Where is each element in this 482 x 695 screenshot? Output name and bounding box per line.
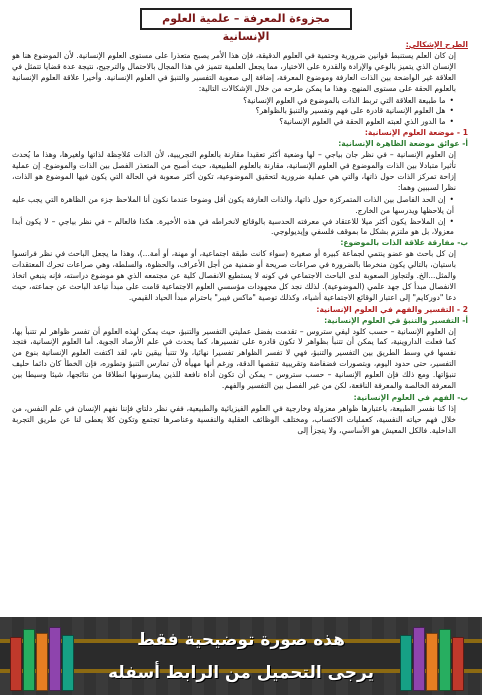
- section2b-heading: ب- الفهم في العلوم الإنسانية:: [353, 393, 468, 402]
- question-item: • ما الدور الذي لعبته العلوم الحقة في العلوم الإنسانية؟: [12, 117, 454, 128]
- watermark-banner: [0, 617, 482, 695]
- section1a-paragraph: إن العلوم الإنسانية – في نظر جان بياجي – لها وضعية أكثر تعقيدا مقارنة بالعلوم التجريبية، لأن الذات مُلاحِظة لذاتها ولغيرها، وهذا ما يُحدث تأثيرا متبادلا بين الذات والموضوع في العلوم الإنسانية، مقارنة بالعلوم الطبيعية، حيث أصبح من المتعذر الفصل بين الذات والموضوع. إن عملية إزاحة تمركز الذات حول ذاتها، والتي هي عملية ضرورية لتحقيق الموضوعية، تكون أكثر صعوبة في الحالة التي يكون فيها الموضوع هو الذات، نظرا لسببين وهما:: [12, 150, 456, 192]
- section1a-heading: أ- عوائق موضعة الظاهرة الإنسانية:: [338, 139, 468, 149]
- books-icon: [400, 623, 472, 691]
- point-item: • إن الملاحظ يكون أكثر ميلا للاعتقاد في معرفته الحدسية بالوقائع لانخراطه في هذه الأخيرة. هكذا فالعالم – في نظر بياجي – لا يكون أبدا معزولا، بل هو ملتزم بشكل ما بموقف فلسفي وإيديولوجي.: [12, 217, 454, 239]
- question-item: • هل العلوم الإنسانية قادرة على فهم وتفسير والتنبؤ بالظواهر؟: [12, 106, 454, 117]
- section2a-paragraph: إن العلوم الإنسانية – حسب كلود ليفي ستروس – تقدمت بفضل عمليتي التفسير والتنبؤ، حيث يمكن لهذه العلوم أن تفسر ظواهر لم تتنبأ بها، كما فعلت الداروينية، كما يمكن أن تتنبأ بظواهر لا تكون قادرة على تفسيرها، كما يحدث في علم الأرصاد الجوية. أما العلوم الإنسانية، فتجد نفسها في وسط الطريق بين التفسير والتنبؤ، فهي لا تفسر الظواهر تفسيرا نهائيا، ولا تتنبأ بيقين تام، لقد اكتفت العلوم الإنسانية بنوع من التفسير، حتى حدود اليوم، وبتصورات فضفاضة وتقريبية تنقصها الدقة، ورغم أنها مهيأة لأن تمارس التنبؤ وتطوره، فإن الخطأ كان دائما حليف تنبؤاتها. ومع ذلك فإن العلوم الإنسانية – حسب ستروس – يمكن أن تكون أداة نافعة للذين يمارسونها انطلاقا من نتائجها، شيئا وسيطا بين المعرفة الخالصة والمعرفة النافعة، لكن من غير الفصل بين التفسير والفهم.: [12, 326, 456, 391]
- section2-heading: 2 - التفسير والفهم في العلوم الإنسانية:: [316, 304, 468, 314]
- section1b-paragraph: إن كل باحث هو عضو ينتمي لجماعة كبيرة أو صغيرة (سواء كانت طبقة اجتماعية، أو مهنة، أو أمة...)، وهذا ما يجعل الباحث في نظر فرانسوا باستيان، بالتالي يكون منخرطا بالضرورة في صراعات صريحة أو ضمنية من أجل الأعراف، والحظوة، والسلطة، وهي صراعات تحرك المعتقدات والمثل...الخ. ولتجاوز الصعوبة لدى الباحث الاجتماعي في كونه لا يستطيع الانفصال كلية عن مجتمعه الذي هو موضوع دراسته، فإنه ينبغي اتخاذ الانفصال مبدأ كل جهد علمي (الموضوعية). لذلك نجد كل مجهودات مؤسسي العلوم الاجتماعية قامت على مبدأ تباعد الباحث عن جماعته، حيث دعا "دوركايم" إلى اعتبار الوقائع الاجتماعية أشياء، وكذلك توصية "ماكس فيبر" باحترام مبدأ الحياد القيمي.: [12, 249, 456, 302]
- point-item: • إن الحد الفاصل بين الذات المتمركزة حول ذاتها، والذات العارفة يكون أقل وضوحا عندما نكون أنا الملاحظ جزء من الظاهرة التي يجب عليه أن يلاحظها ويدرسها من الخارج.: [12, 195, 454, 217]
- intro-paragraph: إن كان العلم يستنبط قوانين ضرورية وحتمية في العلوم الدقيقة، فإن هذا الأمر يصبح متعذرا على مستوى العلوم الإنسانية. لأن الموضوع هنا هو الإنسان الذي يتميز بالوعي والإرادة والقدرة على الاختيار، مما يجعل العلمية تتميز في هذا المجال بالاحتمال والترجيح، نتيجة عدة قضايا تتمثل في العلاقة غير الواضحة بين الذات العارفة وموضوع المعرفة، إضافة إلى صعوبة التفسير والتنبؤ في العلوم الإنسانية. وأخيرا علاقة العلوم الإنسانية بالعلوم الحقة على مستوى المنهج. وهذا ما يمكن طرحه من خلال الإشكالات التالية:: [12, 50, 456, 93]
- section2b-paragraph: إذا كنا نفسر الطبيعة، باعتبارها ظواهر معزولة وخارجية في العلوم الفيزيائية والطبيعية، ففي نظر دلتاي فإننا نفهم الإنسان في علم النفس، من خلال فهم حياته النفسية، كعمليات الاكتساب، ومختلف الوظائف العقلية والنفسية وعناصرها تجتمع وتكون كلا يعطى لنا عن طريق التجربة الداخلية. فالكل المعيش هو الأساسي، ولا يتجزأ إلى: [12, 403, 456, 435]
- question-list: [12, 96, 468, 129]
- section2a-heading: أ- التفسير والتنبؤ في العلوم الإنسانية:: [324, 315, 468, 325]
- document-body: [12, 40, 468, 615]
- banner-line-2: يرجى التحميل من الرابط أسفله: [107, 663, 375, 683]
- section1b-heading: ب- مفارقة علاقة الذات بالموضوع:: [340, 238, 468, 248]
- banner-line-1: هذه صورة توضيحية فقط: [137, 630, 345, 650]
- section1a-points: [12, 195, 468, 239]
- section1-heading: 1 - موضعة العلوم الإنسانية:: [364, 128, 468, 138]
- page-title: مجزوءة المعرفة – علمية العلوم الإنسانية: [140, 8, 352, 30]
- books-icon: [10, 623, 82, 691]
- question-item: • ما طبيعة العلاقة التي تربط الذات بالموضوع في العلوم الإنسانية؟: [12, 96, 454, 107]
- intro-heading: الطرح الإشكالي:: [405, 40, 468, 49]
